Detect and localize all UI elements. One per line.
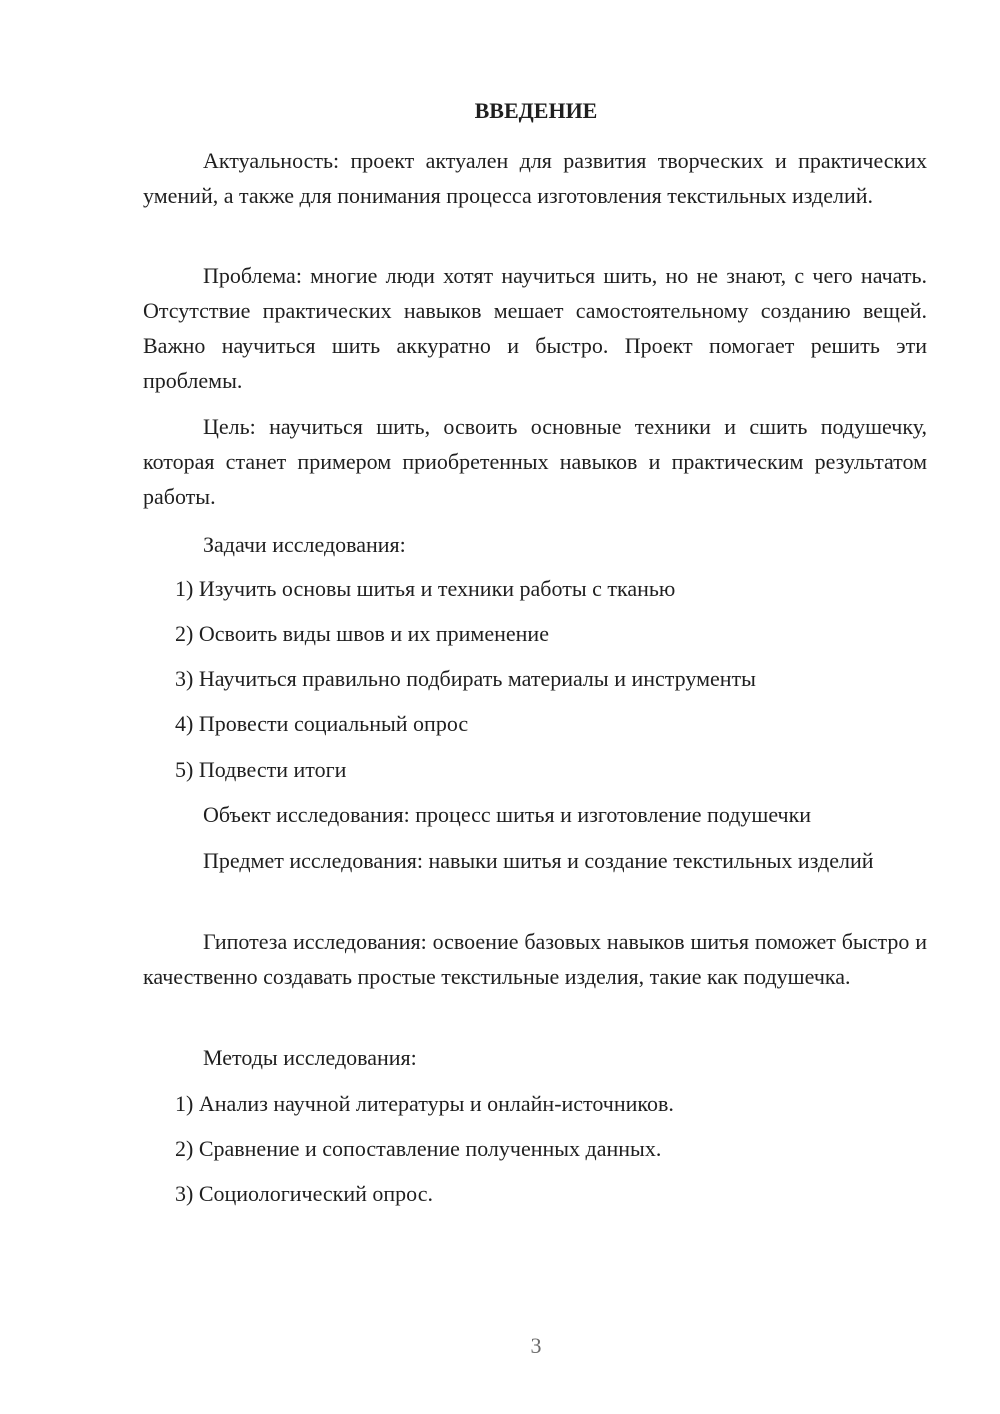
task-item-3: 3) Научиться правильно подбирать материалы и инструменты — [175, 666, 756, 691]
task-item-2: 2) Освоить виды швов и их применение — [175, 621, 549, 646]
section-title: ВВЕДЕНИЕ — [474, 98, 598, 123]
method-item-2: 2) Сравнение и сопоставление полученных данных. — [175, 1136, 662, 1161]
task-item-4: 4) Провести социальный опрос — [175, 711, 469, 736]
goal-paragraph: Цель: научиться шить, освоить основные техники и сшить подушечку, которая станет примером приобретенных навыков и практическим результатом работы. — [143, 414, 927, 509]
tasks-heading: Задачи исследования: — [203, 532, 406, 557]
method-item-3: 3) Социологический опрос. — [175, 1181, 433, 1206]
hypothesis-paragraph: Гипотеза исследования: освоение базовых навыков шитья поможет быстро и качественно создавать простые текстильные изделия, такие как подушечка. — [143, 929, 927, 989]
methods-heading: Методы исследования: — [203, 1045, 417, 1070]
object-paragraph: Объект исследования: процесс шитья и изготовление подушечки — [203, 802, 812, 827]
page-number: 3 — [530, 1333, 542, 1358]
task-item-5: 5) Подвести итоги — [175, 757, 347, 782]
relevance-paragraph: Актуальность: проект актуален для развития творческих и практических умений, а также для понимания процесса изготовления текстильных изделий. — [143, 148, 927, 208]
task-item-1: 1) Изучить основы шитья и техники работы с тканью — [175, 576, 676, 601]
method-item-1: 1) Анализ научной литературы и онлайн-источников. — [175, 1091, 674, 1116]
subject-paragraph: Предмет исследования: навыки шитья и создание текстильных изделий — [203, 848, 874, 873]
problem-paragraph: Проблема: многие люди хотят научиться шить, но не знают, с чего начать. Отсутствие практических навыков мешает самостоятельному созданию вещей. Важно научиться шить аккуратно и быстро. Проект помогает решить эти проблемы. — [143, 263, 927, 393]
